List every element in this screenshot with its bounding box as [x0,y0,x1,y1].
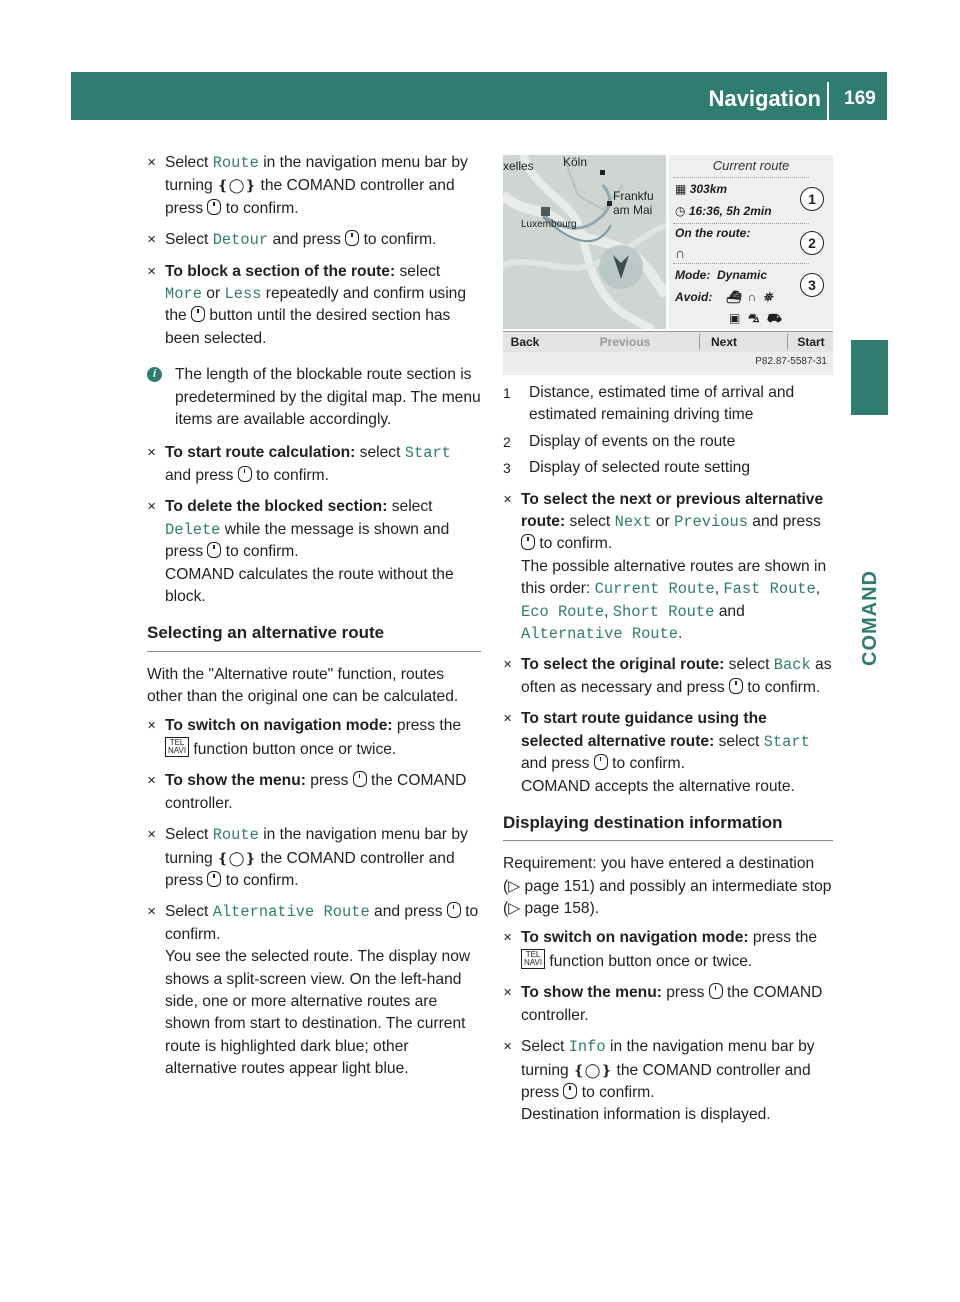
marker-1: 1 [800,187,824,211]
left-column [147,152,481,1090]
step-block-section: ✕ To block a section of the route: select More or Less repeatedly and confirm using the button until the desired section has been selected. [147,261,481,351]
right-column [503,382,833,1136]
step-original-route: ✕ To select the original route: select Back as often as necessary and press to confirm. [503,654,833,699]
controller-press-icon [353,771,367,787]
controller-press-icon [207,871,221,887]
route-info-panel [669,155,833,329]
tunnel-avoid-icon: ∩ [747,290,757,304]
softkey-previous[interactable]: Previous [599,335,651,349]
controller-press-icon [345,230,359,246]
side-label [852,430,888,680]
heading-alternative-route: Selecting an alternative route [147,622,481,651]
controller-press-icon [447,902,461,918]
step-switch-nav: ✕ To switch on navigation mode: press the TEL NAVI function button once or twice. [147,715,481,762]
info-icon: i [147,367,162,382]
controller-press-icon [238,466,252,482]
intro-alternative: With the "Alternative route" function, routes other than the original one can be calculated. [147,665,459,706]
tel-navi-button-icon: TEL NAVI [165,737,189,757]
controller-rotate-icon: ❴◯❵ [217,849,257,866]
map-drawing [503,155,666,329]
legend-item-1: 1 Distance, estimated time of arrival and estimated remaining driving time [503,384,795,424]
avoid-row-2 [729,311,781,327]
car-icon: ⛍ [747,311,760,325]
controller-rotate-icon: ❴◯❵ [573,1061,613,1078]
motorway-icon: ⛟ [766,311,782,325]
step-select-route: ✕ Select Route in the navigation menu bar by turning ❴◯❵ the COMAND controller and press to confirm. [147,152,481,220]
legend-item-3: 3 Display of selected route setting [503,459,751,477]
heading-destination-info: Displaying destination information [503,812,833,841]
figure-code: P82.87-5587-31 [755,356,827,367]
step-select-alternative: ✕ Select Alternative Route and press to confirm. You see the selected route. The display now shows a split-screen view. On the left-hand side, one or more alternative routes are shown from start to destination. The current route is highlighted dark blue; other alternative routes appear light blue. [147,901,481,1080]
map-label-am-main: am Mai [613,203,653,217]
route-screen-figure [503,155,833,375]
tunnel-icon: ∩ [675,245,686,261]
controller-press-icon [207,542,221,558]
page-header [71,72,887,120]
marker-3: 3 [800,273,824,297]
step-delete-block: ✕ To delete the blocked section: select Delete while the message is shown and press to confirm. COMAND calculates the route without the block. [147,496,481,608]
controller-rotate-icon: ❴◯❵ [217,177,257,194]
section-title: Navigation [708,86,821,111]
step-start-guidance: ✕ To start route guidance using the selected alternative route: select Start and press to confirm. COMAND accepts the alternative route. [503,708,833,798]
map-label-koln: Köln [563,155,588,169]
route-map [503,155,666,329]
header-divider [827,82,829,120]
car-train-icon: ▣ [729,311,741,325]
controller-press-icon [729,678,743,694]
step-select-info: ✕ Select Info in the navigation menu bar by turning ❴◯❵ the COMAND controller and press to confirm. Destination information is displayed. [503,1036,833,1127]
map-label-bruxelles: xelles [503,159,534,173]
softkey-bar [503,331,833,353]
controller-press-icon [709,983,723,999]
side-tab [851,340,888,415]
step-select-detour: ✕ Select Detour and press to confirm. [147,229,481,251]
clock-icon: ◷ [675,204,686,218]
step-next-previous: ✕ To select the next or previous alternative route: select Next or Previous and press to confirm. The possible alternative routes are shown in this order: Current Route, Fast Route, Eco Route, Short Route and Alternative Route. [503,489,833,646]
mode-row: Mode: Dynamic [675,268,768,282]
softkey-next[interactable]: Next [710,335,737,349]
softkey-back[interactable]: Back [510,335,540,349]
flag-icon: ▦ [675,182,687,196]
marker-2: 2 [800,231,824,255]
controller-press-icon [521,534,535,550]
tel-navi-button-icon: TEL NAVI [521,949,545,969]
toll-icon: ⛯ [762,290,773,304]
map-label-luxembourg: Luxembourg [521,219,577,230]
panel-title: Current route [712,158,790,173]
legend-item-2: 2 Display of events on the route [503,432,736,450]
controller-press-icon [563,1083,577,1099]
step-switch-nav-2: ✕ To switch on navigation mode: press the TEL NAVI function button once or twice. [503,927,833,974]
step-show-menu: ✕ To show the menu: press the COMAND controller. [147,770,481,815]
controller-press-icon [207,199,221,215]
controller-press-icon [594,754,608,770]
controller-press-icon [191,306,205,322]
info-note: i The length of the blockable route section is predetermined by the digital map. The menu items are available accordingly. [147,364,481,431]
page-reference-arrow-icon: ▷ [508,900,521,918]
map-label-frankfurt: Frankfu [613,189,654,203]
step-start-calculation: ✕ To start route calculation: select Start and press to confirm. [147,442,481,487]
page-reference-arrow-icon: ▷ [508,877,521,895]
page-number: 169 [844,88,876,109]
on-route-label: On the route: [675,226,751,240]
avoid-row: Avoid: ⛴ ∩ ⛯ [675,290,773,304]
intro-destination: Requirement: you have entered a destination (▷ page 151) and possibly an intermediate stop (▷ page 158). [503,855,832,918]
step-select-route-2: ✕ Select Route in the navigation menu bar by turning ❴◯❵ the COMAND controller and press to confirm. [147,824,481,892]
time-row: ◷ 16:36, 5h 2min [675,204,772,218]
ferry-icon: ⛴ [725,290,741,304]
side-label-text: COMAND [859,570,881,666]
softkey-start[interactable]: Start [797,335,825,349]
step-show-menu-2: ✕ To show the menu: press the COMAND controller. [503,982,833,1027]
distance-row: ▦ 303km [675,182,728,196]
